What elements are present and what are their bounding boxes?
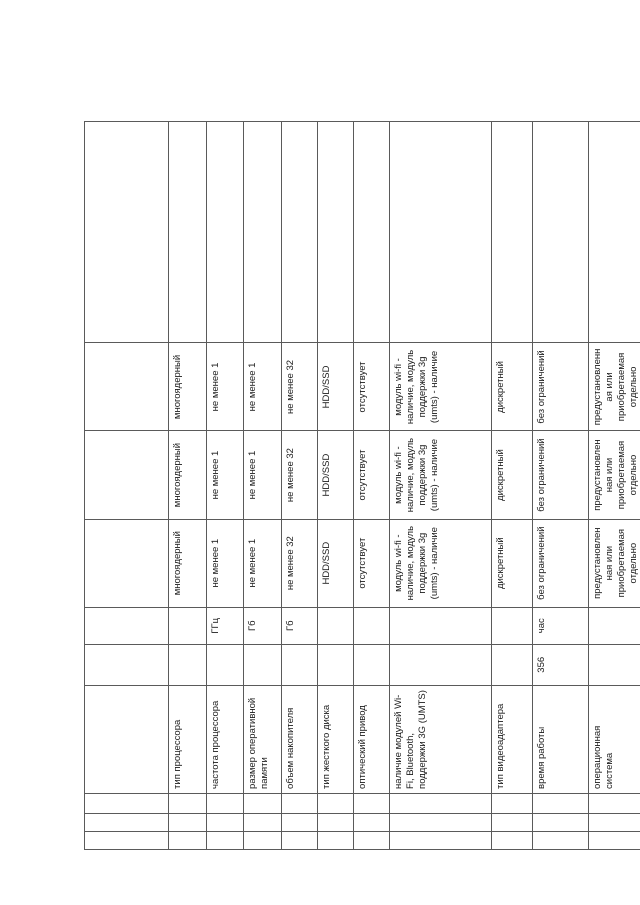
value-col-3: предустановленн ая или приобретаемая отдельно — [589, 343, 640, 431]
value-col-3: HDD/SSD — [318, 343, 354, 431]
blank-cell — [318, 122, 354, 343]
value-col-2: дискретный — [492, 431, 533, 519]
blank-cell — [390, 793, 492, 813]
value-col-1: не менее 1 — [244, 519, 282, 607]
blank-cell — [492, 831, 533, 849]
blank-cell — [390, 122, 492, 343]
value-col-3: дискретный — [492, 343, 533, 431]
value-col-2: модуль wi-fi - наличие, модуль поддержки 3g (umts) - наличие — [390, 431, 492, 519]
blank-cell — [589, 793, 640, 813]
param-unit: ГГц — [207, 607, 244, 644]
param-value — [282, 644, 318, 685]
value-col-3: модуль wi-fi - наличие, модуль поддержки 3g (umts) - наличие — [390, 343, 492, 431]
blank-cell — [244, 793, 282, 813]
value-col-1: без ограничений — [533, 519, 589, 607]
param-value — [318, 644, 354, 685]
blank-cell — [85, 607, 169, 644]
blank-cell — [169, 793, 207, 813]
blank-cell — [85, 122, 169, 343]
blank-cell — [85, 685, 169, 793]
blank-cell — [85, 519, 169, 607]
blank-cell — [533, 831, 589, 849]
value-col-2: HDD/SSD — [318, 431, 354, 519]
value-col-2: многоядерный — [169, 431, 207, 519]
table-row — [282, 122, 318, 850]
value-col-2: не менее 1 — [244, 431, 282, 519]
blank-cell — [589, 831, 640, 849]
value-col-1: дискретный — [492, 519, 533, 607]
value-col-3: отсутствует — [354, 343, 390, 431]
param-name: тип жесткого диска — [318, 685, 354, 793]
param-name: объем накопителя — [282, 685, 318, 793]
blank-cell — [318, 813, 354, 831]
blank-cell — [244, 813, 282, 831]
param-value — [390, 644, 492, 685]
blank-cell — [354, 793, 390, 813]
param-unit — [318, 607, 354, 644]
table-row — [85, 122, 169, 850]
value-col-2: отсутствует — [354, 431, 390, 519]
value-col-3: не менее 1 — [207, 343, 244, 431]
table-row — [354, 122, 390, 850]
blank-cell — [589, 122, 640, 343]
blank-cell — [85, 831, 169, 849]
blank-cell — [492, 813, 533, 831]
blank-cell — [207, 813, 244, 831]
blank-cell — [492, 122, 533, 343]
blank-cell — [169, 813, 207, 831]
value-col-1: HDD/SSD — [318, 519, 354, 607]
value-col-1: не менее 1 — [207, 519, 244, 607]
blank-cell — [244, 831, 282, 849]
table-row — [533, 122, 589, 850]
param-name: размер оперативной памяти — [244, 685, 282, 793]
blank-cell — [207, 831, 244, 849]
value-col-2: предустановлен ная или приобретаемая отдельно — [589, 431, 640, 519]
blank-cell — [354, 122, 390, 343]
value-col-2: без ограничений — [533, 431, 589, 519]
blank-cell — [318, 831, 354, 849]
param-name: оптический привод — [354, 685, 390, 793]
param-unit — [169, 607, 207, 644]
param-name: тип процессора — [169, 685, 207, 793]
param-unit — [492, 607, 533, 644]
blank-cell — [492, 793, 533, 813]
blank-cell — [244, 122, 282, 343]
blank-cell — [207, 122, 244, 343]
param-value — [169, 644, 207, 685]
blank-cell — [282, 793, 318, 813]
param-unit — [390, 607, 492, 644]
blank-cell — [169, 831, 207, 849]
blank-cell — [533, 793, 589, 813]
blank-cell — [85, 813, 169, 831]
spec-table — [84, 121, 640, 850]
blank-cell — [85, 644, 169, 685]
param-value — [207, 644, 244, 685]
blank-cell — [533, 813, 589, 831]
table-row — [207, 122, 244, 850]
table-row — [318, 122, 354, 850]
value-col-3: многоядерный — [169, 343, 207, 431]
param-unit — [354, 607, 390, 644]
blank-cell — [207, 793, 244, 813]
blank-cell — [390, 831, 492, 849]
value-col-1: отсутствует — [354, 519, 390, 607]
value-col-1: предустановлен ная или приобретаемая отдельно — [589, 519, 640, 607]
value-col-2: не менее 32 — [282, 431, 318, 519]
table-row — [589, 122, 640, 850]
param-name: тип видеоадаптера — [492, 685, 533, 793]
value-col-3: не менее 32 — [282, 343, 318, 431]
param-name: операционная система — [589, 685, 640, 793]
value-col-2: не менее 1 — [207, 431, 244, 519]
param-value — [492, 644, 533, 685]
blank-cell — [85, 343, 169, 431]
param-value — [354, 644, 390, 685]
blank-cell — [354, 813, 390, 831]
param-unit: Гб — [282, 607, 318, 644]
value-col-3: без ограничений — [533, 343, 589, 431]
param-name: наличие модулей Wi-Fi, Bluetooth, поддержки 3G (UMTS) — [390, 685, 492, 793]
value-col-1: многоядерный — [169, 519, 207, 607]
param-unit: Гб — [244, 607, 282, 644]
param-value: 356 — [533, 644, 589, 685]
param-name: время работы — [533, 685, 589, 793]
blank-cell — [533, 122, 589, 343]
table-row — [169, 122, 207, 850]
value-col-1: не менее 32 — [282, 519, 318, 607]
param-unit — [589, 607, 640, 644]
value-col-3: не менее 1 — [244, 343, 282, 431]
table-row — [492, 122, 533, 850]
blank-cell — [169, 122, 207, 343]
param-name: частота процессора — [207, 685, 244, 793]
blank-cell — [282, 122, 318, 343]
param-unit: час — [533, 607, 589, 644]
blank-cell — [589, 813, 640, 831]
value-col-1: модуль wi-fi - наличие, модуль поддержки 3g (umts) - наличие — [390, 519, 492, 607]
table-row — [244, 122, 282, 850]
blank-cell — [85, 793, 169, 813]
blank-cell — [282, 813, 318, 831]
blank-cell — [318, 793, 354, 813]
blank-cell — [354, 831, 390, 849]
blank-cell — [282, 831, 318, 849]
param-value — [244, 644, 282, 685]
param-value — [589, 644, 640, 685]
blank-cell — [390, 813, 492, 831]
blank-cell — [85, 431, 169, 519]
table-row — [390, 122, 492, 850]
